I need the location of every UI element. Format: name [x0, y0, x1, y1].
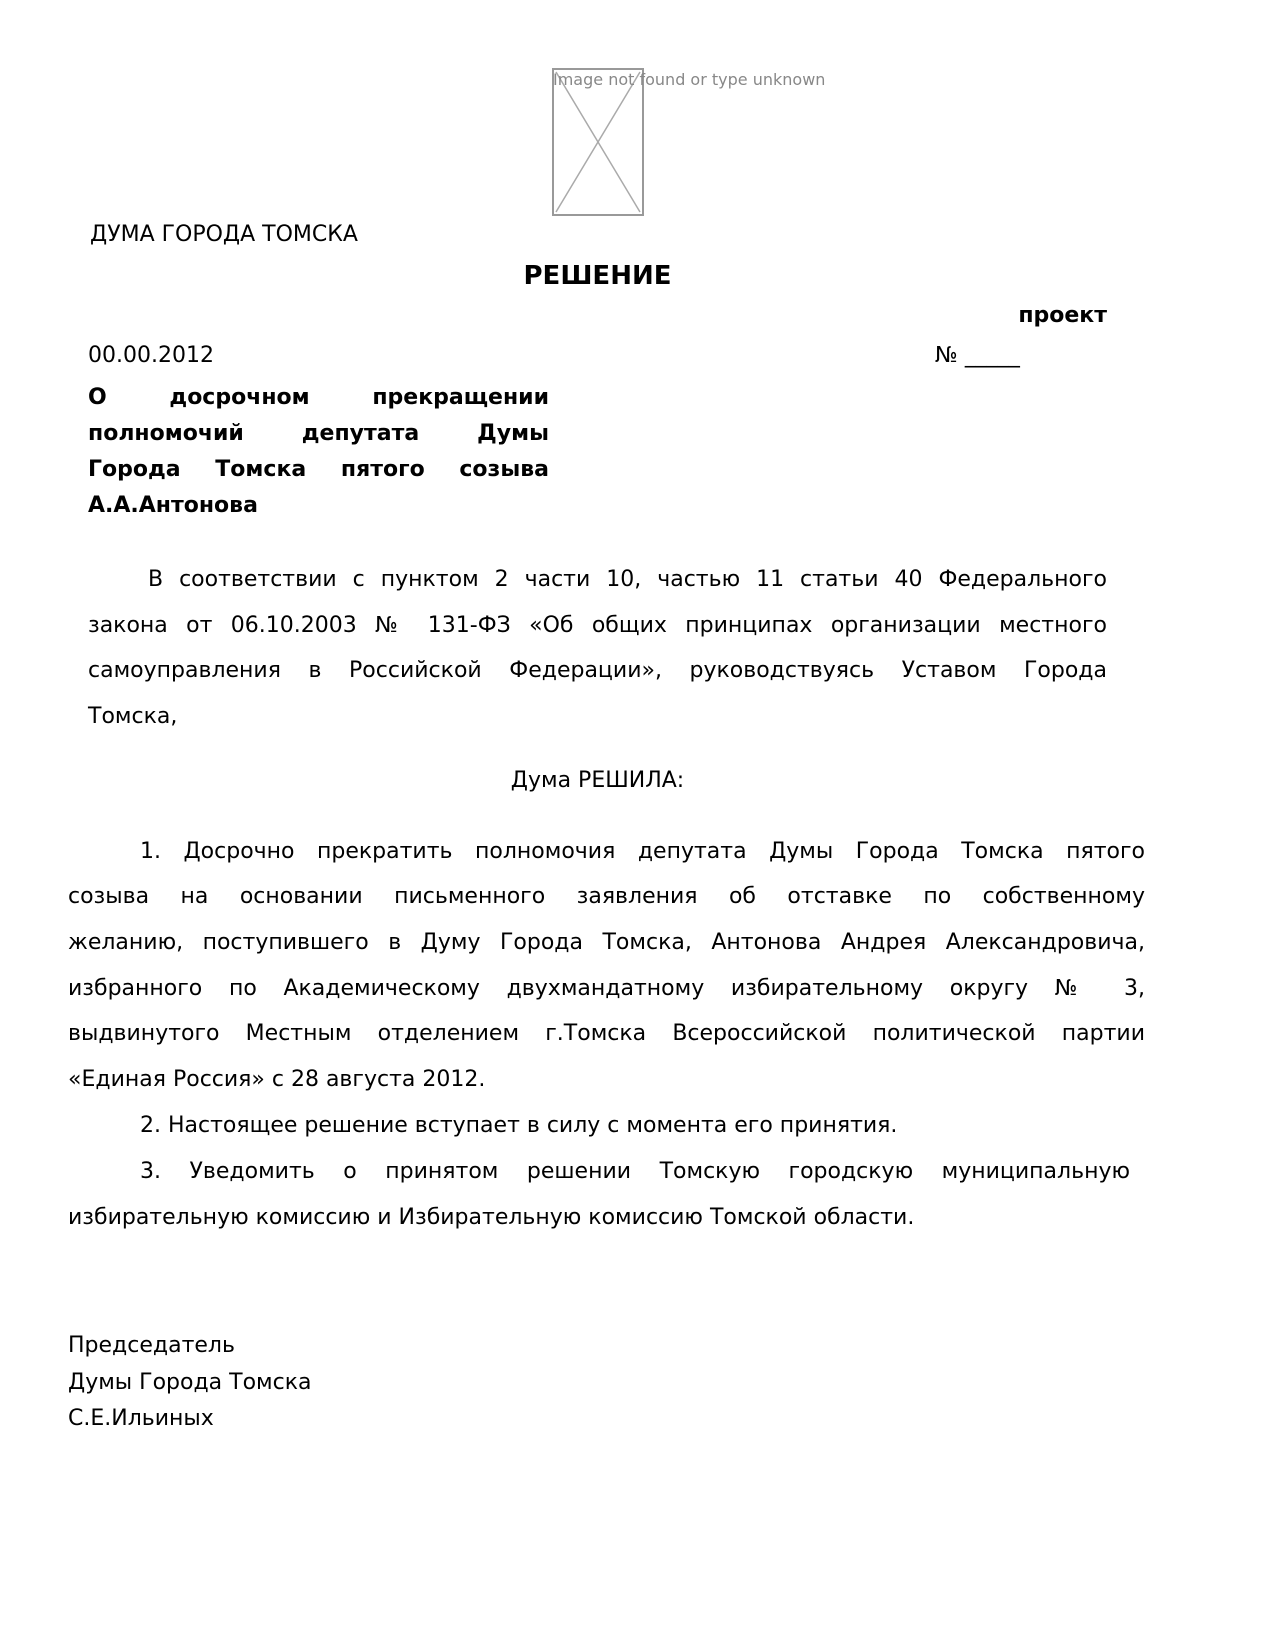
signature-line: С.Е.Ильиных — [68, 1406, 214, 1431]
draft-status: проект — [1018, 303, 1107, 328]
org-name: ДУМА ГОРОДА ТОМСКА — [90, 222, 358, 247]
doc-type: РЕШЕНИЕ — [523, 261, 672, 291]
item-line: 3. Уведомить о принятом решении Томскую городскую муниципальную — [140, 1159, 1130, 1184]
item-line: избирательную комиссию и Избирательную комиссию Томской области. — [68, 1205, 915, 1230]
item-line: 1. Досрочно прекратить полномочия депутата Думы Города Томска пятого — [140, 839, 1145, 864]
title-line: Города Томска пятого созыва — [88, 457, 549, 482]
image-placeholder — [552, 68, 644, 216]
resolved-heading: Дума РЕШИЛА: — [510, 768, 685, 793]
item-line: желанию, поступившего в Думу Города Томска, Антонова Андрея Александровича, — [68, 930, 1145, 955]
item-line: выдвинутого Местным отделением г.Томска Всероссийской политической партии — [68, 1021, 1145, 1046]
title-line: О досрочном прекращении — [88, 385, 549, 410]
signature-line: Председатель — [68, 1333, 235, 1358]
title-line: А.А.Антонова — [88, 493, 258, 518]
preamble-line: закона от 06.10.2003 № 131-ФЗ «Об общих принципах организации местного — [88, 613, 1107, 638]
broken-image-icon — [554, 70, 642, 214]
item-line: 2. Настоящее решение вступает в силу с момента его принятия. — [140, 1113, 898, 1138]
image-placeholder-text: Image not found or type unknown — [553, 70, 826, 89]
preamble-line: Томска, — [88, 704, 178, 729]
item-line: «Единая Россия» с 28 августа 2012. — [68, 1067, 486, 1092]
preamble-line: самоуправления в Российской Федерации», руководствуясь Уставом Города — [88, 658, 1107, 683]
preamble-line: В соответствии с пунктом 2 части 10, частью 11 статьи 40 Федерального — [148, 567, 1107, 592]
item-line: избранного по Академическому двухмандатному избирательному округу № 3, — [68, 976, 1145, 1001]
signature-line: Думы Города Томска — [68, 1370, 312, 1395]
doc-number: № _____ — [935, 343, 1020, 368]
item-line: созыва на основании письменного заявления об отставке по собственному — [68, 884, 1145, 909]
doc-date: 00.00.2012 — [88, 343, 214, 368]
title-line: полномочий депутата Думы — [88, 421, 549, 446]
